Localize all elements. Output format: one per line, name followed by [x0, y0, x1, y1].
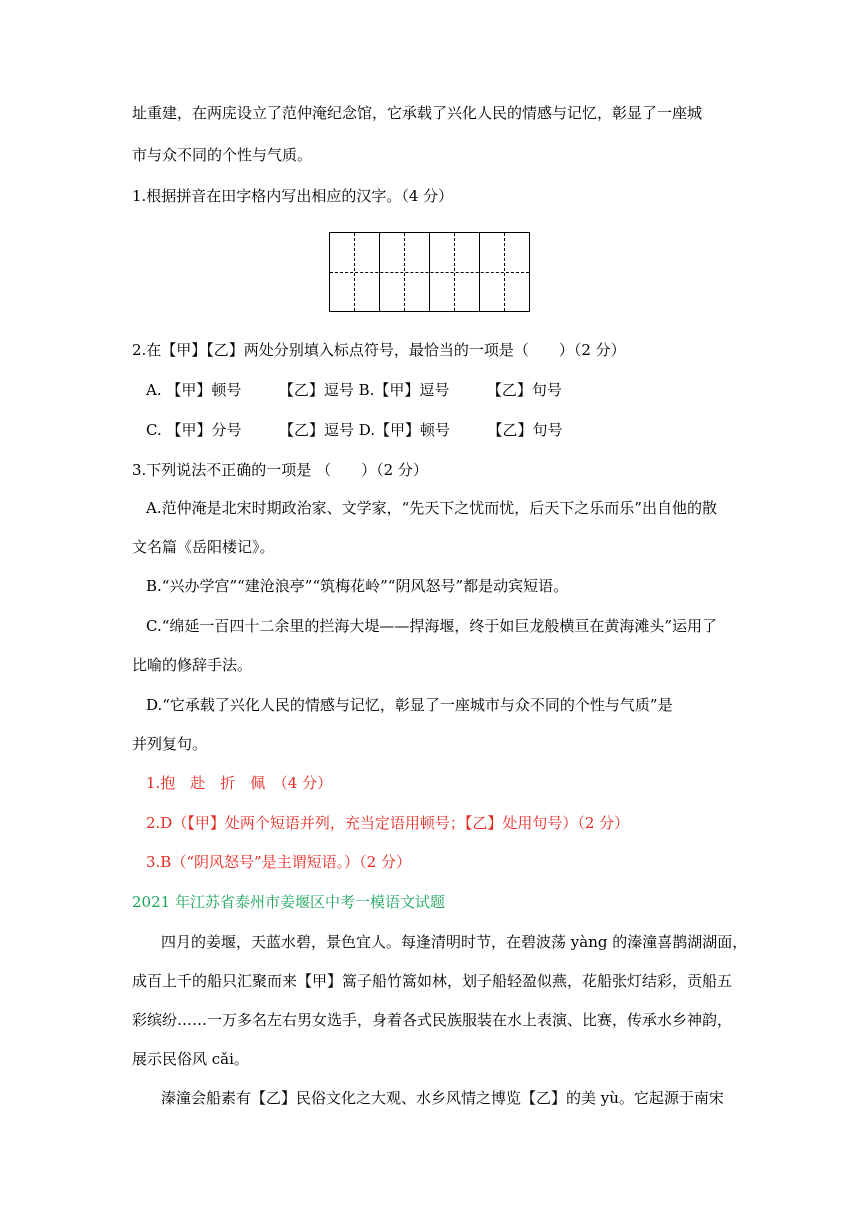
option-d: D.“它承载了兴化人民的情感与记忆，彰显了一座城市与众不同的个性与气质”是 [146, 696, 673, 714]
question-1: 1.根据拼音在田字格内写出相应的汉字。（4 分） [132, 187, 454, 205]
section-title: 2021 年江苏省泰州市姜堰区中考一模语文试题 [132, 893, 445, 911]
option-a-cont: 文名篇《岳阳楼记》。 [132, 538, 275, 556]
option-ab: A. 【甲】顿号 【乙】逗号 B.【甲】逗号 【乙】句号 [146, 381, 562, 399]
option-d-cont: 并列复句。 [132, 735, 208, 753]
option-cd: C. 【甲】分号 【乙】逗号 D.【甲】顿号 【乙】句号 [146, 421, 563, 439]
text-line: 址重建，在两庑设立了范仲淹纪念馆，它承载了兴化人民的情感与记忆，彰显了一座城 [132, 104, 703, 122]
option-a: A.范仲淹是北宋时期政治家、文学家，“先天下之忧而忧，后天下之乐而乐”出自他的散 [146, 499, 717, 517]
passage-line: 四月的姜堰，天蓝水碧，景色宜人。每逢清明时节，在碧波荡 yàng 的溱潼喜鹊湖湖面， [161, 933, 748, 951]
option-c: C.“绵延一百四十二余里的拦海大堤——捍海堰，终于如巨龙般横亘在黄海滩头”运用了 [146, 617, 718, 635]
question-3: 3.下列说法不正确的一项是 （ ）（2 分） [132, 461, 428, 479]
passage-line: 彩缤纷……一万多名左右男女选手，身着各式民族服装在水上表演、比赛，传承水乡神韵， [132, 1011, 733, 1029]
answer-2: 2.D（【甲】处两个短语并列，充当定语用顿号；【乙】处用句号）（2 分） [146, 814, 630, 832]
text-line: 市与众不同的个性与气质。 [132, 146, 313, 164]
question-2: 2.在【甲】【乙】两处分别填入标点符号，最恰当的一项是（ ）（2 分） [132, 341, 626, 359]
tianzige-grid [329, 232, 530, 312]
passage-line: 展示民俗风 cǎi。 [132, 1050, 249, 1068]
grid-dash [330, 272, 529, 273]
passage-line: 溱潼会船素有【乙】民俗文化之大观、水乡风情之博览【乙】的美 yù。它起源于南宋 [161, 1089, 724, 1107]
answer-1: 1.抱 赴 折 佩 （4 分） [146, 774, 333, 792]
passage-line: 成百上千的船只汇聚而来【甲】篙子船竹篙如林，划子船轻盈似燕，花船张灯结彩，贡船五 [132, 972, 733, 990]
option-c-cont: 比喻的修辞手法。 [132, 656, 253, 674]
answer-3: 3.B（“阴风怒号”是主谓短语。）（2 分） [146, 853, 411, 871]
option-b: B.“兴办学宫”“建沧浪亭”“筑梅花岭”“阴风怒号”都是动宾短语。 [146, 577, 569, 595]
